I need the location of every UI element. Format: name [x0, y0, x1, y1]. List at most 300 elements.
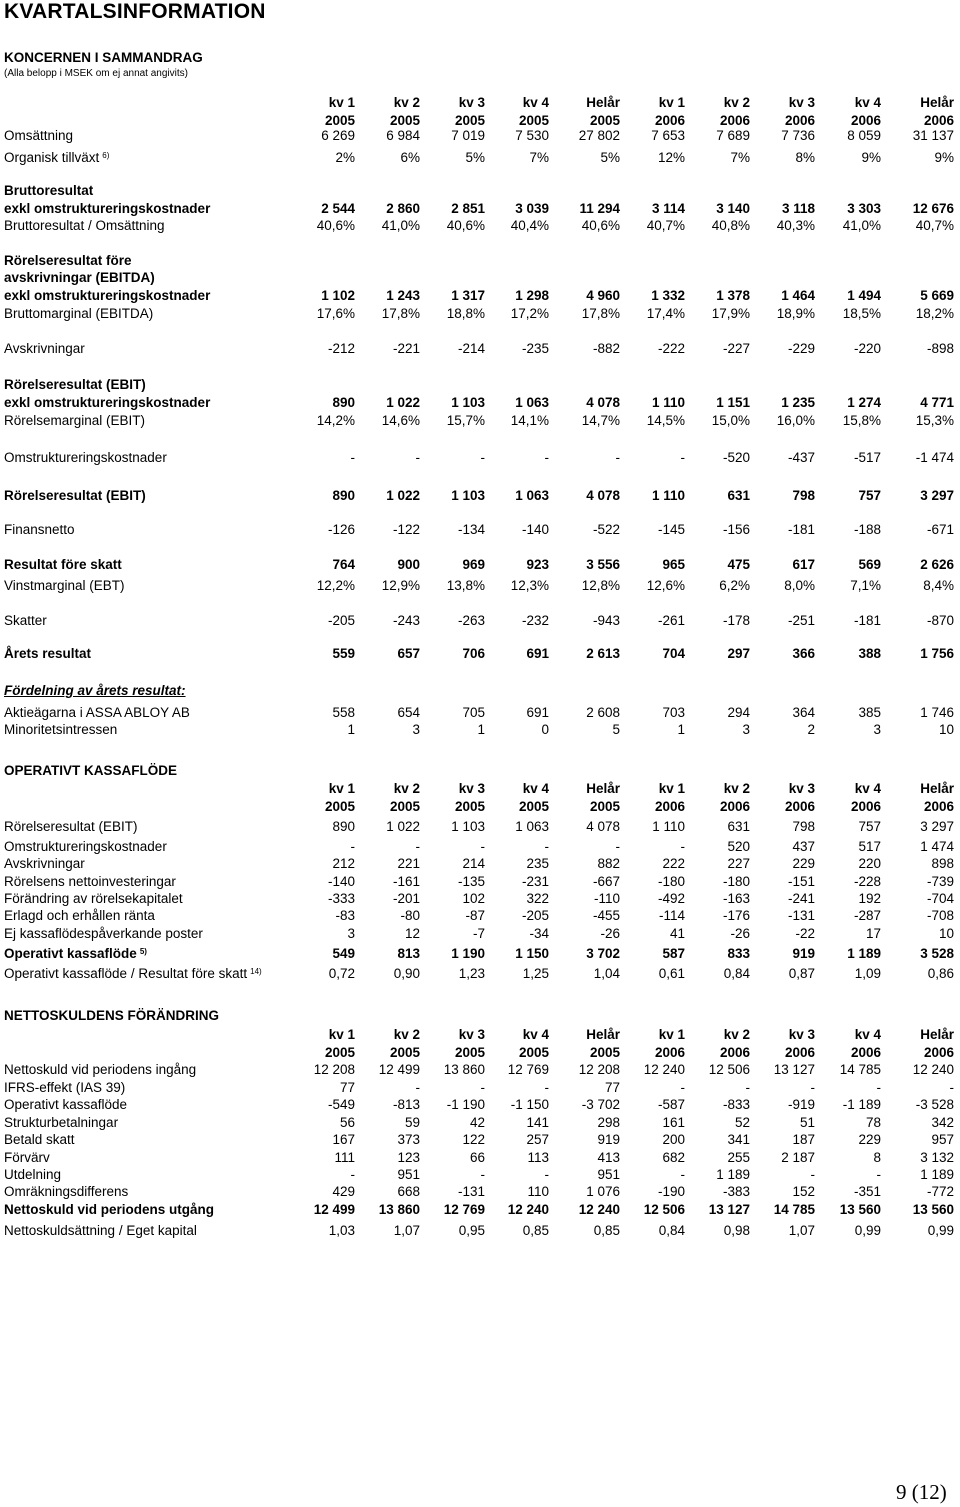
cell-value: -708 — [926, 908, 954, 923]
cell-value: 2 851 — [451, 201, 485, 216]
cell-value: 951 — [397, 1167, 420, 1182]
cell-value: - — [544, 1080, 549, 1095]
cell-value: 1 235 — [781, 395, 815, 410]
column-header: 2006 — [850, 1045, 881, 1060]
cell-value: 41,0% — [842, 218, 881, 233]
cell-value: 951 — [597, 1167, 620, 1182]
cell-value: -492 — [657, 891, 685, 906]
cell-value: 764 — [332, 557, 355, 572]
column-header: 2005 — [454, 113, 485, 128]
cell-value: 3 118 — [781, 201, 815, 216]
cell-value: 31 137 — [912, 128, 954, 143]
cell-value: 18,5% — [842, 306, 881, 321]
nettoskuld-header-periods — [0, 1026, 960, 1043]
cell-value: 14 785 — [839, 1062, 881, 1077]
cell-value: -178 — [722, 613, 750, 628]
cell-value: -188 — [853, 522, 881, 537]
column-header: kv 3 — [458, 1027, 485, 1042]
cell-value: 12 769 — [443, 1202, 485, 1217]
cell-value: 7 530 — [515, 128, 549, 143]
column-header: 2006 — [654, 799, 685, 814]
cell-value: 18,9% — [776, 306, 815, 321]
cell-value: 41 — [669, 926, 685, 941]
cell-value: -161 — [392, 874, 420, 889]
cell-value: 2 187 — [781, 1150, 815, 1165]
cell-value: 0,85 — [522, 1223, 549, 1238]
cell-value: -1 189 — [842, 1097, 881, 1112]
row-label-text: Operativt kassaflöde / Resultat före skatt — [4, 966, 248, 981]
cell-value: 798 — [792, 488, 815, 503]
cell-value: 102 — [462, 891, 485, 906]
row-label — [4, 1131, 75, 1148]
cell-value: 152 — [792, 1184, 815, 1199]
cell-value: 6,2% — [719, 578, 750, 593]
row-bruttoresultat-exkl — [0, 200, 960, 217]
cell-value: 3 702 — [586, 946, 620, 961]
cell-value: -549 — [327, 1097, 355, 1112]
cell-value: -943 — [592, 613, 620, 628]
cell-value: -34 — [529, 926, 549, 941]
cell-value: 0,86 — [927, 966, 954, 981]
cell-value: 1 022 — [386, 488, 420, 503]
cell-value: 40,6% — [316, 218, 355, 233]
cell-value: - — [544, 839, 549, 854]
column-header: kv 2 — [393, 95, 420, 110]
cell-value: 2 — [807, 722, 815, 737]
row-kf-rorelsekapital — [0, 890, 960, 907]
cell-value: 11 294 — [579, 201, 620, 216]
cell-value: 919 — [597, 1132, 620, 1147]
cell-value: 1 274 — [847, 395, 881, 410]
cell-value: -190 — [657, 1184, 685, 1199]
row-label-text: Aktieägarna i ASSA ABLOY AB — [4, 705, 190, 720]
row-label-text: Vinstmarginal (EBT) — [4, 578, 125, 593]
cell-value: 12 208 — [578, 1062, 620, 1077]
cell-value: 3 297 — [920, 488, 954, 503]
cell-value: 192 — [858, 891, 881, 906]
cell-value: 558 — [332, 705, 355, 720]
cell-value: 898 — [931, 856, 954, 871]
row-aktieagarna — [0, 704, 960, 721]
cell-value: 4 078 — [586, 395, 620, 410]
cell-value: -243 — [392, 613, 420, 628]
cell-value: -228 — [853, 874, 881, 889]
cell-value: 229 — [792, 856, 815, 871]
cell-value: 1 — [677, 722, 685, 737]
cell-value: - — [350, 839, 355, 854]
cell-value: 7 019 — [451, 128, 485, 143]
column-header: kv 2 — [723, 1027, 750, 1042]
row-label-text: Omstruktureringskostnader — [4, 839, 167, 854]
row-ns-struktur — [0, 1114, 960, 1131]
cell-value: 2 626 — [920, 557, 954, 572]
cell-value: 16,0% — [776, 413, 815, 428]
cell-value: 4 078 — [586, 488, 620, 503]
cell-value: 1 494 — [847, 288, 881, 303]
cell-value: 1,03 — [328, 1223, 355, 1238]
cell-value: - — [415, 839, 420, 854]
cell-value: 0,98 — [723, 1223, 750, 1238]
cell-value: 757 — [858, 819, 881, 834]
column-header: Helår — [920, 781, 954, 796]
cell-value: - — [810, 1080, 815, 1095]
row-label-text: Nettoskuldsättning / Eget kapital — [4, 1223, 197, 1238]
column-header: kv 2 — [393, 1027, 420, 1042]
cell-value: 229 — [858, 1132, 881, 1147]
cell-value: -163 — [722, 891, 750, 906]
row-omstrukturering — [0, 449, 960, 466]
row-label-text: Rörelsens nettoinvesteringar — [4, 874, 176, 889]
cell-value: - — [350, 450, 355, 465]
row-label — [4, 1201, 214, 1218]
cell-value: -135 — [457, 874, 485, 889]
cell-value: 4 771 — [920, 395, 954, 410]
row-label — [4, 818, 138, 835]
cell-value: 587 — [662, 946, 685, 961]
cell-value: 1 190 — [451, 946, 485, 961]
cell-value: 7,1% — [850, 578, 881, 593]
cell-value: 12 240 — [507, 1202, 549, 1217]
row-label — [4, 704, 190, 721]
cell-value: 691 — [526, 646, 549, 661]
column-header: 2006 — [923, 113, 954, 128]
cell-value: 0 — [541, 722, 549, 737]
row-kf-ratio — [0, 965, 960, 982]
row-label — [4, 127, 73, 144]
cell-value: 12 506 — [643, 1202, 685, 1217]
row-kf-ranta — [0, 907, 960, 924]
row-label — [4, 890, 183, 907]
cell-value: 1 756 — [920, 646, 954, 661]
row-ns-utgang — [0, 1201, 960, 1218]
cell-value: 1 474 — [920, 839, 954, 854]
cell-value: 12,3% — [510, 578, 549, 593]
nettoskuld-header-years — [0, 1044, 960, 1061]
column-header: kv 1 — [328, 95, 355, 110]
row-label-text: Finansnetto — [4, 522, 75, 537]
cell-value: -220 — [853, 341, 881, 356]
cell-value: -221 — [392, 341, 420, 356]
column-header: kv 4 — [522, 781, 549, 796]
column-header: 2006 — [923, 1045, 954, 1060]
cell-value: 549 — [332, 946, 355, 961]
cell-value: 235 — [526, 856, 549, 871]
column-header: kv 4 — [522, 95, 549, 110]
cell-value: 1 378 — [716, 288, 750, 303]
cell-value: 1 464 — [781, 288, 815, 303]
label-bruttoresultat: Bruttoresultat — [4, 183, 94, 198]
cell-value: 297 — [727, 646, 750, 661]
kassaflode-header-years — [0, 798, 960, 815]
footnote-ref: 14) — [250, 967, 262, 976]
cell-value: 1 103 — [451, 395, 485, 410]
column-header: 2005 — [589, 799, 620, 814]
cell-value: -181 — [853, 613, 881, 628]
column-header: 2005 — [454, 1045, 485, 1060]
column-header: kv 3 — [788, 95, 815, 110]
column-header: kv 3 — [458, 95, 485, 110]
cell-value: - — [680, 1080, 685, 1095]
label-fordelning: Fördelning av årets resultat: — [4, 683, 186, 698]
cell-value: 704 — [662, 646, 685, 661]
column-header: 2005 — [324, 1045, 355, 1060]
cell-value: 8% — [795, 150, 815, 165]
cell-value: -882 — [592, 341, 620, 356]
row-ns-operativt — [0, 1096, 960, 1113]
cell-value: 17,6% — [316, 306, 355, 321]
cell-value: -140 — [327, 874, 355, 889]
cell-value: 4 078 — [586, 819, 620, 834]
column-header: 2006 — [719, 1045, 750, 1060]
column-header: kv 1 — [658, 95, 685, 110]
cell-value: -180 — [722, 874, 750, 889]
cell-value: 1 — [477, 722, 485, 737]
cell-value: 40,3% — [776, 218, 815, 233]
cell-value: 682 — [662, 1150, 685, 1165]
cell-value: 12 499 — [378, 1062, 420, 1077]
cell-value: 2 860 — [386, 201, 420, 216]
cell-value: 0,61 — [658, 966, 685, 981]
column-header: Helår — [586, 781, 620, 796]
row-omsattning — [0, 127, 960, 144]
cell-value: 8 059 — [847, 128, 881, 143]
column-header: kv 3 — [788, 781, 815, 796]
cell-value: 322 — [526, 891, 549, 906]
cell-value: 654 — [397, 705, 420, 720]
row-label-text: Avskrivningar — [4, 341, 85, 356]
column-header: 2005 — [324, 799, 355, 814]
cell-value: 187 — [792, 1132, 815, 1147]
cell-value: -287 — [853, 908, 881, 923]
cell-value: 388 — [858, 646, 881, 661]
column-header: 2006 — [850, 799, 881, 814]
row-label — [4, 1096, 127, 1113]
row-label-text: Erlagd och erhållen ränta — [4, 908, 155, 923]
label-ebitda-1: Rörelseresultat före — [4, 253, 132, 268]
row-ns-ingang — [0, 1061, 960, 1078]
row-label — [4, 217, 165, 234]
cell-value: 1 110 — [652, 819, 685, 834]
row-ebit-marginal — [0, 412, 960, 429]
cell-value: 429 — [332, 1184, 355, 1199]
row-skatter — [0, 612, 960, 629]
column-header: kv 2 — [723, 781, 750, 796]
row-label — [4, 1149, 50, 1166]
row-avskrivningar — [0, 340, 960, 357]
cell-value: 1 332 — [651, 288, 685, 303]
column-header: 2005 — [324, 113, 355, 128]
row-label-text: Omsättning — [4, 128, 74, 143]
cell-value: -114 — [658, 908, 685, 923]
cell-value: -156 — [722, 522, 750, 537]
cell-value: 3 — [873, 722, 881, 737]
cell-value: 66 — [469, 1150, 485, 1165]
row-ebit-exkl — [0, 394, 960, 411]
cell-value: 41,0% — [381, 218, 420, 233]
cell-value: 6% — [400, 150, 420, 165]
cell-value: 1 076 — [586, 1184, 620, 1199]
cell-value: 757 — [858, 488, 881, 503]
row-bruttoresultat-omsattning — [0, 217, 960, 234]
cell-value: 40,7% — [646, 218, 685, 233]
row-label-text: Rörelsemarginal (EBIT) — [4, 413, 146, 428]
cell-value: 17,8% — [581, 306, 620, 321]
cell-value: 0,84 — [658, 1223, 685, 1238]
cell-value: 222 — [662, 856, 685, 871]
column-header: kv 3 — [458, 781, 485, 796]
cell-value: 14,7% — [581, 413, 620, 428]
cell-value: 2% — [335, 150, 355, 165]
cell-value: 3 140 — [716, 201, 750, 216]
row-organisk-tillvaxt — [0, 149, 960, 166]
cell-value: -87 — [465, 908, 485, 923]
cell-value: 1,07 — [393, 1223, 420, 1238]
row-label — [4, 287, 210, 304]
cell-value: 13 860 — [378, 1202, 420, 1217]
cell-value: -26 — [600, 926, 620, 941]
cell-value: 12,9% — [381, 578, 420, 593]
cell-value: 366 — [792, 646, 815, 661]
cell-value: 255 — [727, 1150, 750, 1165]
cell-value: - — [415, 1080, 420, 1095]
cell-value: 559 — [332, 646, 355, 661]
cell-value: 18,8% — [446, 306, 485, 321]
column-header: 2006 — [654, 113, 685, 128]
cell-value: 12 240 — [578, 1202, 620, 1217]
cell-value: 1 102 — [321, 288, 355, 303]
cell-value: 1 022 — [386, 819, 420, 834]
cell-value: 12 506 — [708, 1062, 750, 1077]
cell-value: 13 560 — [839, 1202, 881, 1217]
cell-value: - — [480, 450, 485, 465]
row-label — [4, 487, 146, 504]
cell-value: 12,2% — [316, 578, 355, 593]
cell-value: 1 189 — [716, 1167, 750, 1182]
row-label-text: Förvärv — [4, 1150, 50, 1165]
cell-value: 141 — [526, 1115, 549, 1130]
cell-value: 9% — [934, 150, 954, 165]
row-label — [4, 1079, 125, 1096]
cell-value: 3 — [347, 926, 355, 941]
cell-value: -455 — [592, 908, 620, 923]
cell-value: -110 — [593, 891, 620, 906]
cell-value: 77 — [604, 1080, 620, 1095]
cell-value: 7 653 — [651, 128, 685, 143]
cell-value: 341 — [727, 1132, 750, 1147]
cell-value: -870 — [926, 613, 954, 628]
cell-value: - — [544, 450, 549, 465]
column-header: 2005 — [518, 799, 549, 814]
cell-value: - — [480, 1080, 485, 1095]
row-kf-nettoinvesteringar — [0, 873, 960, 890]
cell-value: 3 039 — [515, 201, 549, 216]
cell-value: -26 — [730, 926, 750, 941]
cell-value: -587 — [657, 1097, 685, 1112]
row-kf-operativt — [0, 945, 960, 962]
cell-value: -261 — [657, 613, 685, 628]
cell-value: 1,07 — [788, 1223, 815, 1238]
cell-value: 8,4% — [923, 578, 954, 593]
row-ns-utdelning — [0, 1166, 960, 1183]
cell-value: 1,23 — [458, 966, 485, 981]
column-header: Helår — [586, 95, 620, 110]
kassaflode-header-periods — [0, 780, 960, 797]
cell-value: 1 189 — [920, 1167, 954, 1182]
row-label — [4, 449, 167, 466]
cell-value: 413 — [597, 1150, 620, 1165]
row-label — [4, 394, 210, 411]
row-label — [4, 1166, 61, 1183]
cell-value: -1 474 — [915, 450, 954, 465]
cell-value: 257 — [526, 1132, 549, 1147]
cell-value: 3 — [412, 722, 420, 737]
column-header: 2005 — [454, 799, 485, 814]
cell-value: - — [949, 1080, 954, 1095]
cell-value: 13,8% — [446, 578, 485, 593]
row-kf-ebit — [0, 818, 960, 835]
cell-value: 1 063 — [515, 395, 549, 410]
cell-value: -333 — [327, 891, 355, 906]
cell-value: -383 — [722, 1184, 750, 1199]
cell-value: 40,6% — [581, 218, 620, 233]
cell-value: -739 — [926, 874, 954, 889]
row-label — [4, 577, 125, 594]
cell-value: -214 — [457, 341, 485, 356]
cell-value: -131 — [787, 908, 815, 923]
cell-value: 706 — [462, 646, 485, 661]
cell-value: 668 — [397, 1184, 420, 1199]
cell-value: 6 984 — [386, 128, 420, 143]
cell-value: 1,09 — [854, 966, 881, 981]
cell-value: -83 — [335, 908, 355, 923]
cell-value: 3 556 — [586, 557, 620, 572]
row-label-text: Omräkningsdifferens — [4, 1184, 129, 1199]
cell-value: 18,2% — [915, 306, 954, 321]
cell-value: 890 — [332, 395, 355, 410]
cell-value: 4 960 — [586, 288, 620, 303]
cell-value: 0,87 — [788, 966, 815, 981]
cell-value: 15,8% — [842, 413, 881, 428]
label-ebit: Rörelseresultat (EBIT) — [4, 377, 146, 392]
column-header: kv 4 — [522, 1027, 549, 1042]
cell-value: 813 — [397, 946, 420, 961]
row-label-text: Bruttomarginal (EBITDA) — [4, 306, 154, 321]
column-header: 2006 — [784, 799, 815, 814]
column-header: kv 3 — [788, 1027, 815, 1042]
cell-value: -251 — [787, 613, 815, 628]
cell-value: -80 — [400, 908, 420, 923]
cell-value: -227 — [722, 341, 750, 356]
row-label — [4, 149, 109, 166]
cell-value: 14 785 — [773, 1202, 815, 1217]
column-header: 2006 — [923, 799, 954, 814]
cell-value: 0,99 — [854, 1223, 881, 1238]
column-header: 2006 — [719, 113, 750, 128]
cell-value: 59 — [404, 1115, 420, 1130]
cell-value: 364 — [792, 705, 815, 720]
row-label-text: Resultat före skatt — [4, 557, 122, 572]
cell-value: -131 — [457, 1184, 485, 1199]
cell-value: 27 802 — [578, 128, 620, 143]
cell-value: - — [876, 1080, 881, 1095]
row-label — [4, 721, 117, 738]
cell-value: 7% — [730, 150, 750, 165]
cell-value: -517 — [853, 450, 881, 465]
column-header: 2006 — [719, 799, 750, 814]
cell-value: 13 560 — [912, 1202, 954, 1217]
cell-value: 1 189 — [847, 946, 881, 961]
row-minoritet — [0, 721, 960, 738]
